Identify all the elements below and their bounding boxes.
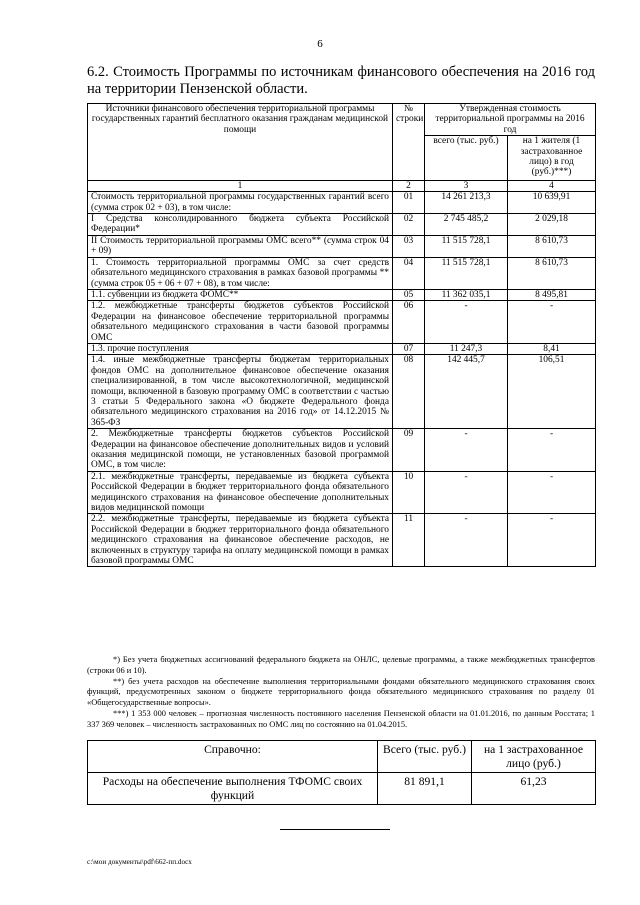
row-label: 1.4. иные межбюджетные трансферты бюджетам территориальных фондов ОМС на дополнительное финансовое обеспечение оказания специализированной, в том числе высокотехнологичной, медицинской помощи, включенной в базовую программу ОМС в соответствии с частью 3 статьи 5 Федерального закона «О бюджете Федерального фонда обязательного медицинского страхования на 2016 год» от 14.12.2015 № 365-ФЗ	[88, 355, 393, 429]
row-per-person: 8 610,73	[508, 257, 596, 289]
table-row	[88, 343, 596, 354]
row-number: 09	[393, 429, 425, 472]
row-total: -	[425, 301, 508, 344]
row-per-person: 8 495,81	[508, 289, 596, 300]
header-cost: Утвержденная стоимость территориальной программы на 2016 год	[425, 104, 596, 136]
footnote: *) Без учета бюджетных ассигнований федерального бюджета на ОНЛС, целевые программы, а также межбюджетных трансфертов (строки 06 и 10).	[87, 655, 595, 675]
reference-row-total: 81 891,1	[378, 773, 472, 805]
table-row	[88, 429, 596, 472]
column-number-row	[88, 180, 596, 191]
footnote: ***) 1 353 000 человек – прогнозная численность постоянного населения Пензенской области на 01.01.2016, по данным Росстата; 1 337 369 человек – численность застрахованных по ОМС лиц по состоянию на 01.04.2015.	[87, 708, 595, 729]
row-per-person: 106,51	[508, 355, 596, 429]
reference-row	[88, 773, 596, 805]
row-number: 06	[393, 301, 425, 344]
reference-label: Справочно:	[88, 741, 378, 773]
row-label: 1.1. субвенции из бюджета ФОМС**	[88, 289, 393, 300]
header-total: всего (тыс. руб.)	[425, 136, 508, 181]
row-number: 07	[393, 343, 425, 354]
row-label: 1. Стоимость территориальной программы ОМС за счет средств обязательного медицинского страхования в рамках базовой программы **(сумма строк 05 + 06 + 07 + 08), в том числе:	[88, 257, 393, 289]
row-per-person: 2 029,18	[508, 214, 596, 236]
row-number: 10	[393, 471, 425, 514]
reference-row-label: Расходы на обеспечение выполнения ТФОМС своих функций	[88, 773, 378, 805]
page-number: 6	[317, 38, 323, 50]
row-per-person: -	[508, 429, 596, 472]
table-row	[88, 355, 596, 429]
column-number: 2	[393, 180, 425, 191]
row-per-person: -	[508, 471, 596, 514]
row-number: 01	[393, 192, 425, 214]
row-total: 11 515 728,1	[425, 257, 508, 289]
row-label: 2.1. межбюджетные трансферты, передаваемые из бюджета субъекта Российской Федерации в бюджет территориального фонда обязательного медицинского страхования на финансовое обеспечение дополнительных видов медицинской помощи	[88, 471, 393, 514]
footnotes	[87, 655, 595, 731]
row-per-person: 8,41	[508, 343, 596, 354]
row-label: 1.2. межбюджетные трансферты бюджетов субъектов Российской Федерации на финансовое обеспечение территориальной программы обязательного медицинского страхования в части базовой программы ОМС	[88, 301, 393, 344]
row-number: 02	[393, 214, 425, 236]
table-row	[88, 471, 596, 514]
reference-row-per: 61,23	[472, 773, 596, 805]
reference-header-per: на 1 застрахованное лицо (руб.)	[472, 741, 596, 773]
table-row	[88, 214, 596, 236]
section-heading: 6.2. Стоимость Программы по источникам финансового обеспечения на 2016 год на территории Пензенской области.	[87, 64, 595, 97]
row-label: I Средства консолидированного бюджета субъекта Российской Федерации*	[88, 214, 393, 236]
row-label: 2. Межбюджетные трансферты бюджетов субъектов Российской Федерации на финансовое обеспечение дополнительных видов и условий оказания медицинской помощи, не установленных базовой программой ОМС, в том числе:	[88, 429, 393, 472]
row-total: 11 362 035,1	[425, 289, 508, 300]
row-total: -	[425, 429, 508, 472]
footnote: **) без учета расходов на обеспечение выполнения территориальными фондами обязательного медицинского страхования своих функций, предусмотренных законом о бюджете территориального фонда обязательного медицинского страхования по разделу 01 «Общегосударственные вопросы».	[87, 676, 595, 708]
header-per-person: на 1 жителя (1 застрахованное лицо) в год (руб.)***)	[508, 136, 596, 181]
row-per-person: -	[508, 514, 596, 567]
table-row	[88, 235, 596, 257]
row-number: 04	[393, 257, 425, 289]
row-label: Стоимость территориальной программы государственных гарантий всего (сумма строк 02 + 03), в том числе:	[88, 192, 393, 214]
footer-file-path: c:\мои документы\pdf\662-пп.docx	[87, 858, 192, 866]
column-number: 1	[88, 180, 393, 191]
table-row	[88, 192, 596, 214]
row-total: 14 261 213,3	[425, 192, 508, 214]
row-label: 2.2. межбюджетные трансферты, передаваемые из бюджета субъекта Российской Федерации в бюджет территориального фонда обязательного медицинского страхования на финансовое обеспечение расходов, не включенных в структуру тарифа на оплату медицинской помощи в рамках базовой программы ОМС	[88, 514, 393, 567]
header-source: Источники финансового обеспечения территориальной программы государственных гарантий бесплатного оказания гражданам медицинской помощи	[88, 104, 393, 181]
header-row-no: № строки	[393, 104, 425, 181]
table-row	[88, 289, 596, 300]
row-number: 03	[393, 235, 425, 257]
row-label: II Стоимость территориальной программы ОМС всего** (сумма строк 04 + 09)	[88, 235, 393, 257]
row-per-person: 10 639,91	[508, 192, 596, 214]
program-cost-table	[87, 103, 596, 567]
table-row	[88, 257, 596, 289]
table-row	[88, 301, 596, 344]
column-number: 4	[508, 180, 596, 191]
row-total: 11 247,3	[425, 343, 508, 354]
row-label: 1.3. прочие поступления	[88, 343, 393, 354]
row-total: -	[425, 514, 508, 567]
table-header-row	[88, 104, 596, 136]
row-total: -	[425, 471, 508, 514]
row-total: 142 445,7	[425, 355, 508, 429]
reference-header-row	[88, 741, 596, 773]
row-total: 2 745 485,2	[425, 214, 508, 236]
row-total: 11 515 728,1	[425, 235, 508, 257]
column-number: 3	[425, 180, 508, 191]
row-number: 11	[393, 514, 425, 567]
row-number: 05	[393, 289, 425, 300]
signature-divider	[280, 829, 390, 830]
row-per-person: -	[508, 301, 596, 344]
row-per-person: 8 610,73	[508, 235, 596, 257]
reference-header-total: Всего (тыс. руб.)	[378, 741, 472, 773]
reference-table	[87, 740, 596, 805]
row-number: 08	[393, 355, 425, 429]
table-row	[88, 514, 596, 567]
